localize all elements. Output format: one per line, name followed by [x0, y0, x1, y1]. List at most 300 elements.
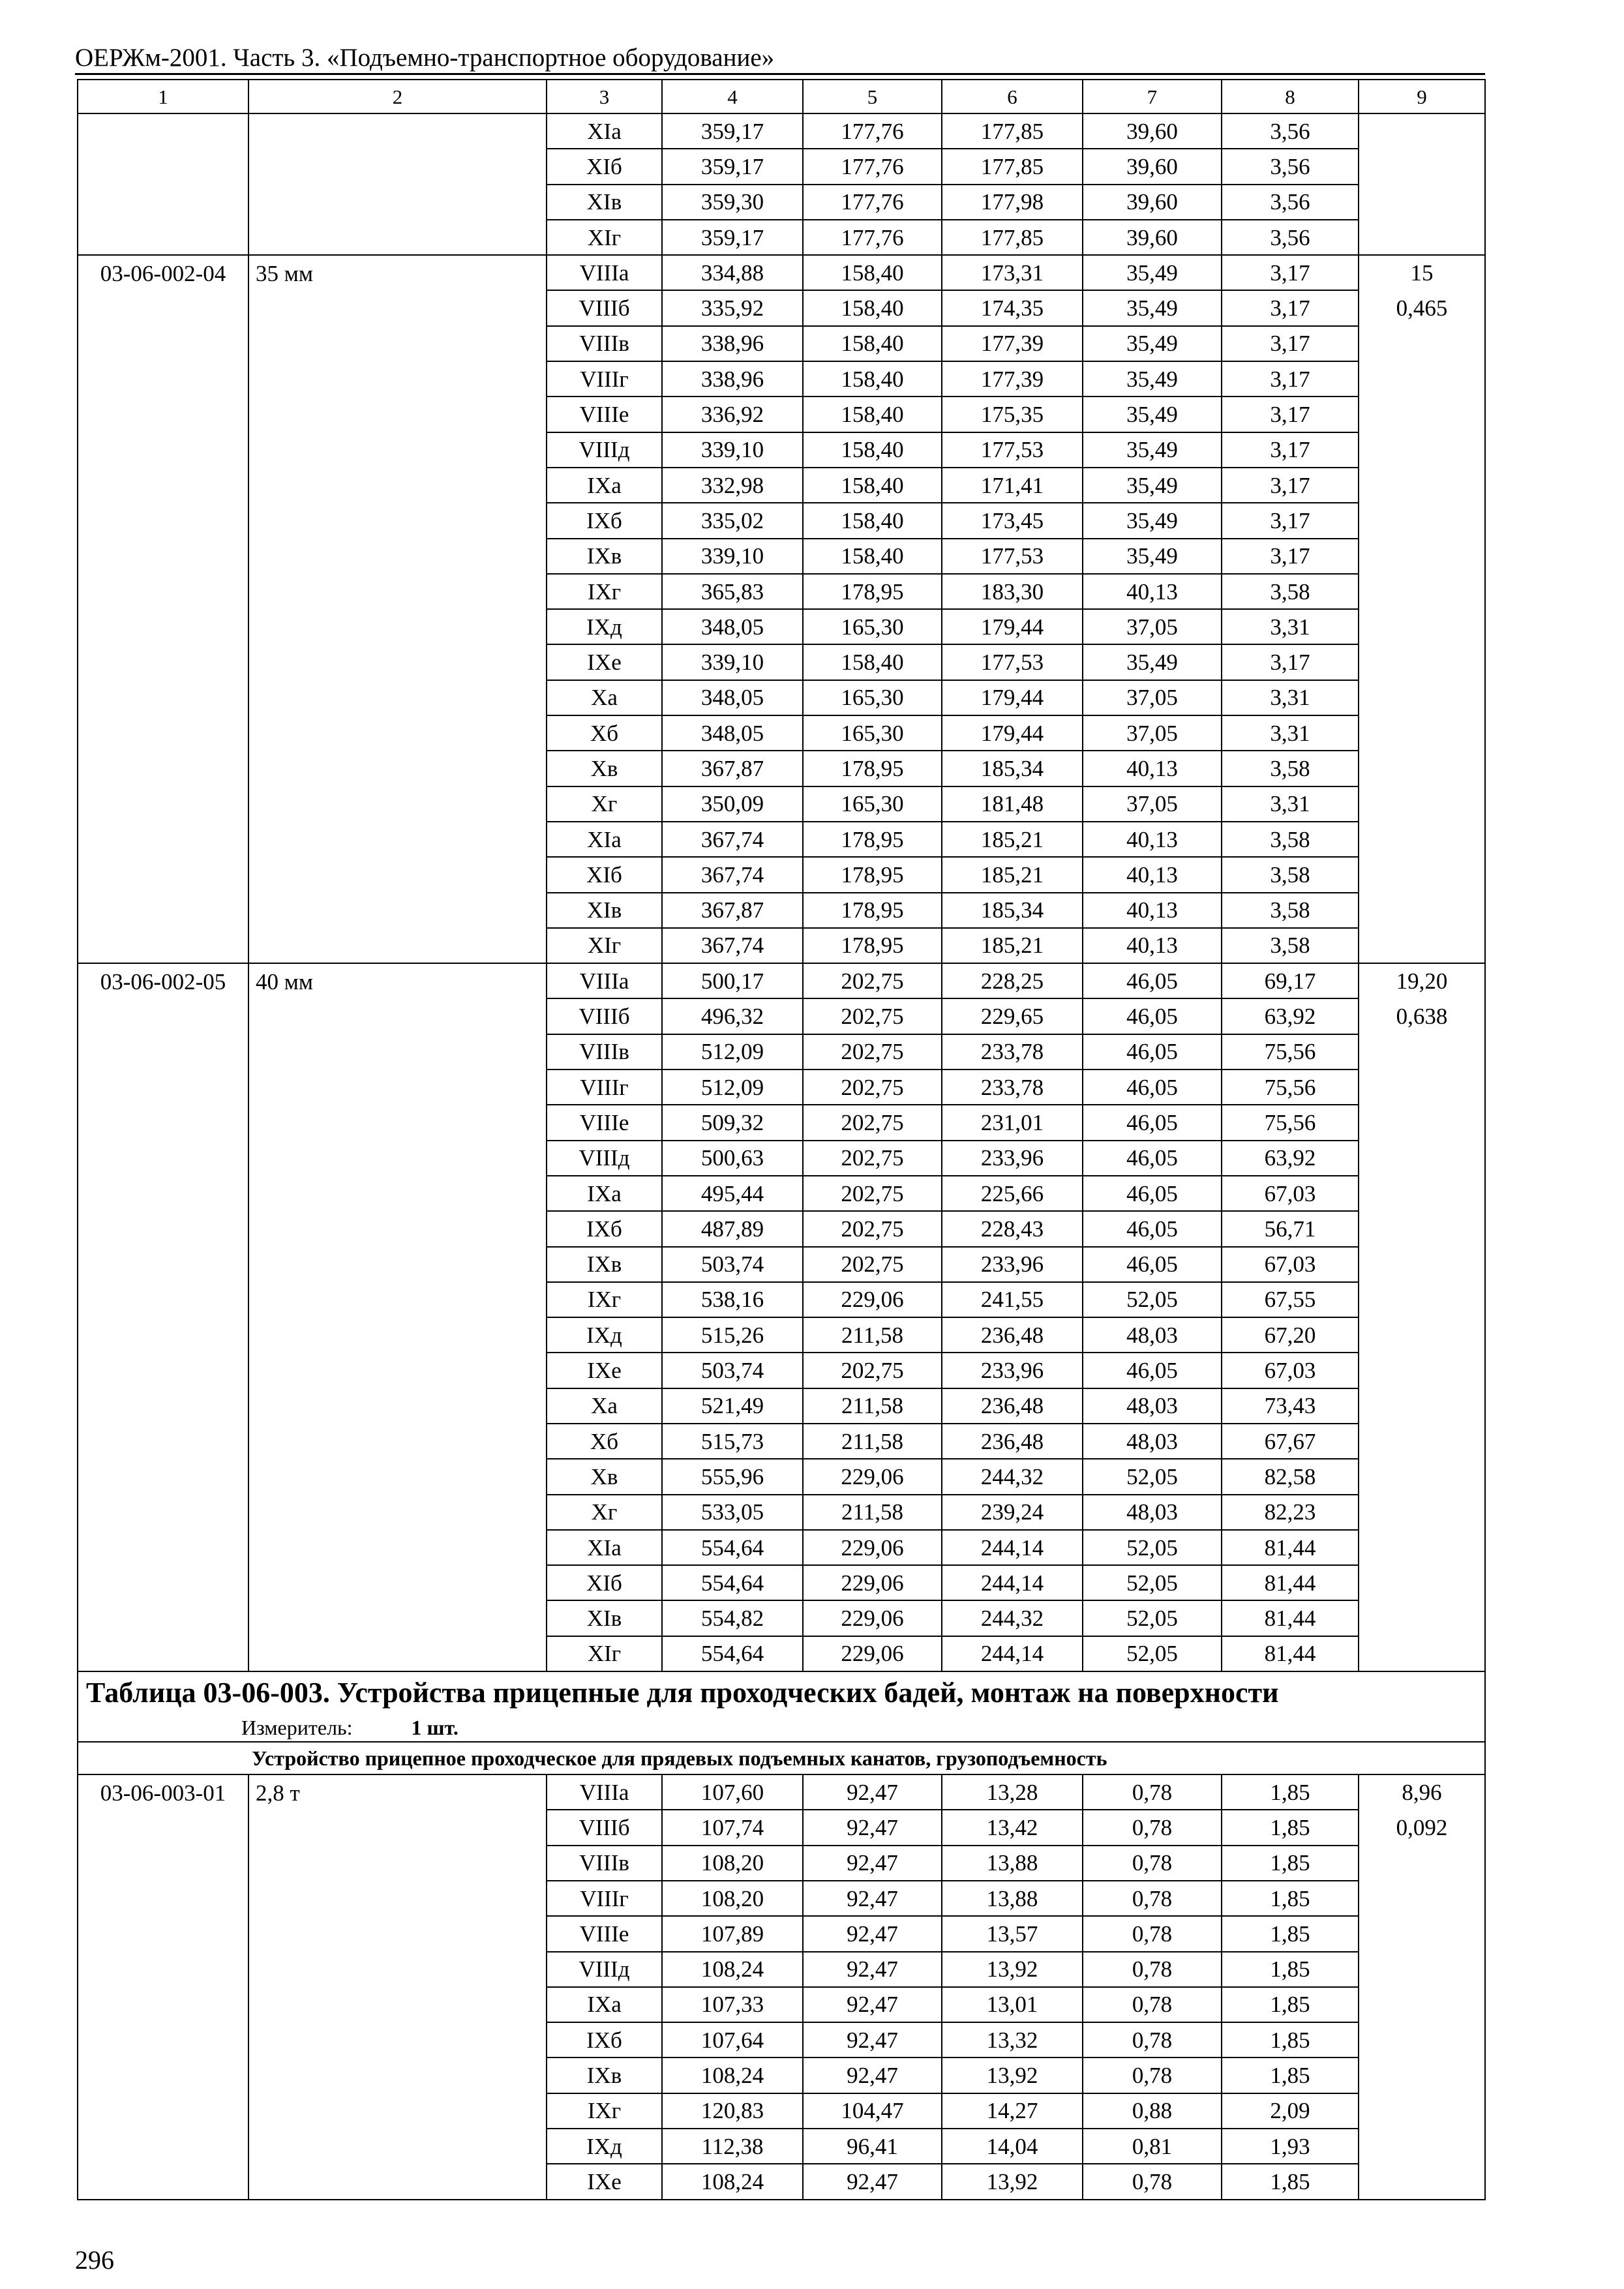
price-value: 332,98 [662, 468, 803, 503]
price-value: 67,03 [1222, 1353, 1359, 1388]
price-value: 233,96 [942, 1141, 1083, 1176]
price-value: 108,24 [662, 2057, 803, 2093]
price-value: 40,13 [1083, 857, 1222, 892]
price-value: 202,75 [803, 998, 942, 1034]
zone-code: XIа [547, 113, 662, 149]
price-value: 177,53 [942, 539, 1083, 574]
price-value: 14,27 [942, 2093, 1083, 2129]
price-value: 0,81 [1083, 2129, 1222, 2164]
zone-code: XIв [547, 893, 662, 928]
column-number: 1 [78, 80, 248, 113]
price-value: 3,58 [1222, 893, 1359, 928]
price-value: 3,17 [1222, 255, 1359, 290]
price-value: 367,74 [662, 822, 803, 857]
col9-value: 0,465 [1396, 295, 1448, 322]
price-value: 233,96 [942, 1247, 1083, 1282]
price-value: 3,17 [1222, 396, 1359, 432]
zone-code: VIIIб [547, 290, 662, 325]
price-value: 177,76 [803, 220, 942, 255]
price-value: 48,03 [1083, 1424, 1222, 1459]
price-value: 0,78 [1083, 1774, 1222, 1810]
price-value: 92,47 [803, 1810, 942, 1845]
price-value: 46,05 [1083, 1247, 1222, 1282]
price-value: 107,64 [662, 2022, 803, 2057]
price-value: 239,24 [942, 1495, 1083, 1530]
price-value: 81,44 [1222, 1600, 1359, 1636]
zone-code: VIIIв [547, 1846, 662, 1881]
price-value: 177,76 [803, 149, 942, 184]
table-subheader: Устройство прицепное проходческое для прядевых подъемных канатов, грузоподъемность [78, 1742, 1485, 1774]
price-value: 67,67 [1222, 1424, 1359, 1459]
price-value: 0,78 [1083, 2057, 1222, 2093]
price-value: 1,85 [1222, 1952, 1359, 1987]
price-value: 1,85 [1222, 1810, 1359, 1845]
price-value: 13,92 [942, 1952, 1083, 1987]
zone-code: IXа [547, 1176, 662, 1211]
price-value: 365,83 [662, 574, 803, 609]
price-value: 211,58 [803, 1388, 942, 1424]
price-value: 3,56 [1222, 185, 1359, 220]
price-value: 158,40 [803, 255, 942, 290]
price-value: 92,47 [803, 1987, 942, 2022]
price-value: 175,35 [942, 396, 1083, 432]
price-value: 35,49 [1083, 361, 1222, 396]
zone-code: Xг [547, 1495, 662, 1530]
zone-code: VIIIг [547, 361, 662, 396]
price-value: 2,09 [1222, 2093, 1359, 2129]
price-value: 181,48 [942, 786, 1083, 822]
price-value: 35,49 [1083, 396, 1222, 432]
zone-code: XIб [547, 149, 662, 184]
price-value: 3,31 [1222, 609, 1359, 644]
price-value: 108,20 [662, 1881, 803, 1916]
price-value: 3,17 [1222, 290, 1359, 325]
zone-code: IXб [547, 503, 662, 538]
price-value: 13,57 [942, 1916, 1083, 1951]
column-number: 9 [1359, 80, 1485, 113]
price-value: 348,05 [662, 609, 803, 644]
price-value: 3,31 [1222, 786, 1359, 822]
price-value: 236,48 [942, 1388, 1083, 1424]
price-value: 177,85 [942, 113, 1083, 149]
price-value: 348,05 [662, 715, 803, 751]
price-value: 3,17 [1222, 468, 1359, 503]
price-value: 35,49 [1083, 468, 1222, 503]
zone-code: Xб [547, 715, 662, 751]
price-value: 233,78 [942, 1034, 1083, 1070]
price-value: 48,03 [1083, 1495, 1222, 1530]
price-value: 3,31 [1222, 680, 1359, 715]
price-value: 0,78 [1083, 1881, 1222, 1916]
zone-code: Xб [547, 1424, 662, 1459]
table-title-row [78, 1671, 1485, 1713]
price-value: 211,58 [803, 1495, 942, 1530]
price-value: 3,17 [1222, 326, 1359, 361]
price-value: 35,49 [1083, 255, 1222, 290]
price-value: 229,06 [803, 1282, 942, 1317]
resource-code: 03-06-002-05 [78, 963, 248, 1671]
price-value: 179,44 [942, 609, 1083, 644]
zone-code: IXв [547, 539, 662, 574]
price-value: 515,26 [662, 1317, 803, 1353]
column-number: 3 [547, 80, 662, 113]
price-value: 177,98 [942, 185, 1083, 220]
price-value: 500,17 [662, 963, 803, 998]
table-row [78, 1774, 1485, 1810]
price-value: 533,05 [662, 1495, 803, 1530]
zone-code: IXе [547, 1353, 662, 1388]
price-value: 3,31 [1222, 715, 1359, 751]
price-value: 52,05 [1083, 1636, 1222, 1671]
zone-code: XIб [547, 857, 662, 892]
price-value: 3,56 [1222, 113, 1359, 149]
col9-value: 8,96 [1402, 1780, 1442, 1806]
price-value: 96,41 [803, 2129, 942, 2164]
price-value: 503,74 [662, 1353, 803, 1388]
price-table [77, 79, 1484, 2200]
price-value: 48,03 [1083, 1388, 1222, 1424]
price-value: 165,30 [803, 786, 942, 822]
price-value: 82,23 [1222, 1495, 1359, 1530]
column-number: 6 [942, 80, 1083, 113]
price-value: 107,74 [662, 1810, 803, 1845]
price-value: 336,92 [662, 396, 803, 432]
price-value: 202,75 [803, 1176, 942, 1211]
price-value: 555,96 [662, 1459, 803, 1494]
zone-code: VIIIв [547, 1034, 662, 1070]
price-value: 0,78 [1083, 2164, 1222, 2199]
price-value: 554,64 [662, 1530, 803, 1565]
price-value: 37,05 [1083, 715, 1222, 751]
price-value: 120,83 [662, 2093, 803, 2129]
price-value: 185,21 [942, 822, 1083, 857]
price-value: 75,56 [1222, 1070, 1359, 1105]
price-value: 92,47 [803, 1846, 942, 1881]
zone-code: IXд [547, 609, 662, 644]
price-value: 3,17 [1222, 644, 1359, 680]
price-value: 178,95 [803, 893, 942, 928]
price-value: 158,40 [803, 326, 942, 361]
price-value: 52,05 [1083, 1459, 1222, 1494]
price-value: 554,64 [662, 1636, 803, 1671]
price-value: 229,65 [942, 998, 1083, 1034]
price-value: 92,47 [803, 2057, 942, 2093]
price-value: 67,20 [1222, 1317, 1359, 1353]
price-value: 202,75 [803, 1141, 942, 1176]
zone-code: VIIIд [547, 1141, 662, 1176]
price-value: 40,13 [1083, 822, 1222, 857]
zone-code: VIIIе [547, 1105, 662, 1140]
price-value: 0,78 [1083, 1916, 1222, 1951]
price-value: 35,49 [1083, 539, 1222, 574]
document-header: ОЕРЖм-2001. Часть 3. «Подъемно-транспортное оборудование» [75, 44, 775, 72]
price-value: 92,47 [803, 2164, 942, 2199]
zone-code: XIв [547, 1600, 662, 1636]
price-value: 107,89 [662, 1916, 803, 1951]
price-value: 202,75 [803, 1247, 942, 1282]
price-value: 359,17 [662, 113, 803, 149]
price-value: 107,33 [662, 1987, 803, 2022]
zone-code: VIIIа [547, 963, 662, 998]
price-value: 350,09 [662, 786, 803, 822]
price-value: 339,10 [662, 432, 803, 468]
zone-code: IXа [547, 468, 662, 503]
resource-name: 40 мм [248, 963, 547, 1671]
price-value: 13,92 [942, 2164, 1083, 2199]
price-value: 158,40 [803, 468, 942, 503]
price-value: 35,49 [1083, 290, 1222, 325]
column-number: 2 [248, 80, 547, 113]
price-value: 108,24 [662, 2164, 803, 2199]
col9-value: 15 [1410, 260, 1434, 286]
price-value: 52,05 [1083, 1600, 1222, 1636]
price-value: 177,85 [942, 220, 1083, 255]
zone-code: XIб [547, 1565, 662, 1600]
price-value: 185,34 [942, 751, 1083, 786]
zone-code: VIIIв [547, 326, 662, 361]
zone-code: IXд [547, 1317, 662, 1353]
price-value: 46,05 [1083, 1176, 1222, 1211]
price-value: 48,03 [1083, 1317, 1222, 1353]
price-value: 177,76 [803, 113, 942, 149]
zone-code: IXб [547, 1211, 662, 1246]
zone-code: VIIIб [547, 1810, 662, 1845]
price-value: 75,56 [1222, 1034, 1359, 1070]
price-value: 104,47 [803, 2093, 942, 2129]
zone-code: IXе [547, 2164, 662, 2199]
price-value: 359,17 [662, 149, 803, 184]
price-value: 177,76 [803, 185, 942, 220]
price-value: 338,96 [662, 361, 803, 396]
zone-code: IXг [547, 1282, 662, 1317]
price-value: 13,88 [942, 1846, 1083, 1881]
price-value: 3,58 [1222, 822, 1359, 857]
price-value: 158,40 [803, 644, 942, 680]
table-row [78, 113, 1485, 149]
price-value: 13,01 [942, 1987, 1083, 2022]
price-value: 52,05 [1083, 1282, 1222, 1317]
price-value: 554,64 [662, 1565, 803, 1600]
price-value: 3,17 [1222, 503, 1359, 538]
zone-code: XIа [547, 822, 662, 857]
price-value: 359,30 [662, 185, 803, 220]
price-value: 165,30 [803, 609, 942, 644]
price-value: 173,31 [942, 255, 1083, 290]
price-value: 244,32 [942, 1459, 1083, 1494]
col9-value: 0,092 [1396, 1815, 1448, 1841]
price-value: 1,85 [1222, 1987, 1359, 2022]
price-value: 233,96 [942, 1353, 1083, 1388]
price-value: 339,10 [662, 644, 803, 680]
price-value: 0,88 [1083, 2093, 1222, 2129]
zone-code: VIIIа [547, 1774, 662, 1810]
price-value: 367,87 [662, 751, 803, 786]
price-value: 178,95 [803, 574, 942, 609]
col9-values [1359, 113, 1485, 255]
price-value: 1,85 [1222, 1881, 1359, 1916]
price-value: 52,05 [1083, 1530, 1222, 1565]
price-value: 165,30 [803, 715, 942, 751]
unit-row [78, 1713, 1485, 1742]
price-value: 178,95 [803, 751, 942, 786]
price-value: 108,20 [662, 1846, 803, 1881]
price-value: 1,85 [1222, 1916, 1359, 1951]
price-value: 46,05 [1083, 1141, 1222, 1176]
price-value: 46,05 [1083, 1105, 1222, 1140]
price-value: 39,60 [1083, 220, 1222, 255]
price-value: 177,53 [942, 644, 1083, 680]
page-number: 296 [75, 2245, 114, 2275]
zone-code: VIIIг [547, 1070, 662, 1105]
price-value: 500,63 [662, 1141, 803, 1176]
unit-cell [78, 1713, 1485, 1742]
price-value: 335,02 [662, 503, 803, 538]
price-value: 177,39 [942, 326, 1083, 361]
price-value: 229,06 [803, 1459, 942, 1494]
price-value: 0,78 [1083, 1846, 1222, 1881]
price-value: 52,05 [1083, 1565, 1222, 1600]
col9-values [1359, 963, 1485, 1671]
zone-code: IXд [547, 2129, 662, 2164]
zone-code: IXв [547, 1247, 662, 1282]
price-value: 14,04 [942, 2129, 1083, 2164]
resource-code: 03-06-003-01 [78, 1774, 248, 2200]
price-value: 46,05 [1083, 998, 1222, 1034]
price-value: 35,49 [1083, 503, 1222, 538]
price-value: 75,56 [1222, 1105, 1359, 1140]
table-title: Таблица 03-06-003. Устройства прицепные для проходческих бадей, монтаж на поверхности [78, 1671, 1485, 1713]
price-value: 509,32 [662, 1105, 803, 1140]
price-value: 487,89 [662, 1211, 803, 1246]
price-value: 202,75 [803, 1211, 942, 1246]
price-value: 228,25 [942, 963, 1083, 998]
price-value: 40,13 [1083, 574, 1222, 609]
price-value: 174,35 [942, 290, 1083, 325]
price-value: 202,75 [803, 1353, 942, 1388]
price-value: 244,14 [942, 1636, 1083, 1671]
column-number: 8 [1222, 80, 1359, 113]
price-value: 56,71 [1222, 1211, 1359, 1246]
price-value: 185,34 [942, 893, 1083, 928]
price-value: 37,05 [1083, 680, 1222, 715]
price-value: 69,17 [1222, 963, 1359, 998]
unit-label: Измеритель: [241, 1715, 353, 1739]
price-value: 348,05 [662, 680, 803, 715]
price-value: 211,58 [803, 1317, 942, 1353]
zone-code: IXб [547, 2022, 662, 2057]
zone-code: IXе [547, 644, 662, 680]
table-row [78, 255, 1485, 290]
price-value: 173,45 [942, 503, 1083, 538]
price-value: 13,92 [942, 2057, 1083, 2093]
price-value: 46,05 [1083, 1034, 1222, 1070]
zone-code: VIIIб [547, 998, 662, 1034]
price-value: 183,30 [942, 574, 1083, 609]
price-value: 178,95 [803, 857, 942, 892]
price-value: 338,96 [662, 326, 803, 361]
zone-code: VIIIд [547, 1952, 662, 1987]
price-value: 37,05 [1083, 786, 1222, 822]
zone-code: Xа [547, 1388, 662, 1424]
price-value: 81,44 [1222, 1530, 1359, 1565]
price-value: 1,93 [1222, 2129, 1359, 2164]
zone-code: IXа [547, 1987, 662, 2022]
price-value: 158,40 [803, 503, 942, 538]
price-value: 1,85 [1222, 2057, 1359, 2093]
price-value: 512,09 [662, 1034, 803, 1070]
price-value: 40,13 [1083, 928, 1222, 963]
price-value: 202,75 [803, 1105, 942, 1140]
price-value: 81,44 [1222, 1636, 1359, 1671]
price-value: 225,66 [942, 1176, 1083, 1211]
price-value: 185,21 [942, 857, 1083, 892]
price-value: 177,53 [942, 432, 1083, 468]
column-number-row [78, 80, 1485, 113]
price-value: 46,05 [1083, 1211, 1222, 1246]
price-value: 554,82 [662, 1600, 803, 1636]
price-value: 367,74 [662, 857, 803, 892]
price-value: 3,56 [1222, 149, 1359, 184]
price-value: 92,47 [803, 1881, 942, 1916]
price-value: 228,43 [942, 1211, 1083, 1246]
column-number: 7 [1083, 80, 1222, 113]
price-value: 46,05 [1083, 963, 1222, 998]
price-value: 35,49 [1083, 326, 1222, 361]
price-value: 3,17 [1222, 432, 1359, 468]
price-value: 92,47 [803, 2022, 942, 2057]
zone-code: VIIIд [547, 432, 662, 468]
col9-value: 0,638 [1396, 1004, 1448, 1030]
zone-code: VIIIа [547, 255, 662, 290]
price-value: 521,49 [662, 1388, 803, 1424]
col9-value: 19,20 [1396, 968, 1448, 995]
price-value: 1,85 [1222, 2164, 1359, 2199]
resource-name: 2,8 т [248, 1774, 547, 2200]
price-value: 63,92 [1222, 998, 1359, 1034]
price-value: 13,42 [942, 1810, 1083, 1845]
price-value: 231,01 [942, 1105, 1083, 1140]
zone-code: Xв [547, 1459, 662, 1494]
price-value: 39,60 [1083, 185, 1222, 220]
zone-code: Xв [547, 751, 662, 786]
zone-code: IXв [547, 2057, 662, 2093]
price-value: 82,58 [1222, 1459, 1359, 1494]
price-value: 233,78 [942, 1070, 1083, 1105]
col9-values [1359, 255, 1485, 963]
price-value: 3,56 [1222, 220, 1359, 255]
price-value: 335,92 [662, 290, 803, 325]
price-value: 13,88 [942, 1881, 1083, 1916]
price-value: 63,92 [1222, 1141, 1359, 1176]
zone-code: XIг [547, 220, 662, 255]
column-number: 4 [662, 80, 803, 113]
price-value: 108,24 [662, 1952, 803, 1987]
price-value: 538,16 [662, 1282, 803, 1317]
price-value: 3,58 [1222, 928, 1359, 963]
price-value: 35,49 [1083, 644, 1222, 680]
price-value: 107,60 [662, 1774, 803, 1810]
resource-code: 03-06-002-04 [78, 255, 248, 963]
price-value: 229,06 [803, 1530, 942, 1565]
price-value: 158,40 [803, 290, 942, 325]
price-value: 92,47 [803, 1916, 942, 1951]
price-value: 73,43 [1222, 1388, 1359, 1424]
zone-code: XIг [547, 928, 662, 963]
price-value: 503,74 [662, 1247, 803, 1282]
price-value: 185,21 [942, 928, 1083, 963]
price-value: 13,32 [942, 2022, 1083, 2057]
price-value: 515,73 [662, 1424, 803, 1459]
